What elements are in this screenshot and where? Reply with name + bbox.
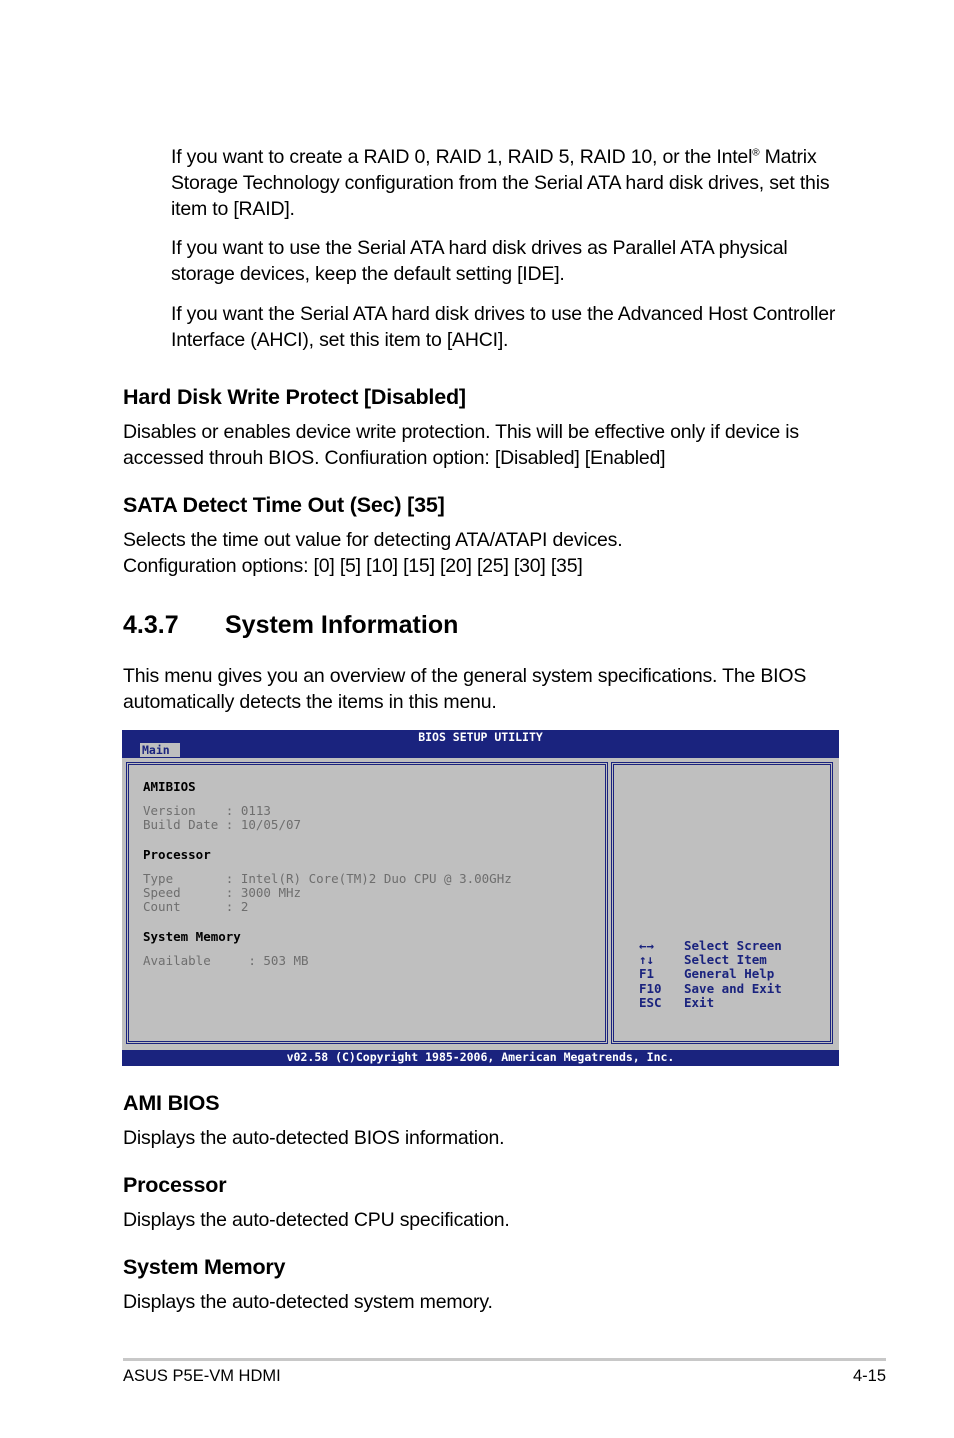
amibios-label: AMIBIOS: [143, 779, 196, 794]
help-select-item: Select Item: [684, 952, 767, 967]
available-memory-line: Available : 503 MB: [143, 953, 309, 968]
version-line: Version : 0113: [143, 803, 271, 818]
help-key-f1: F1: [639, 966, 655, 981]
ami-bios-body: Displays the auto-detected BIOS information.: [123, 1127, 505, 1149]
hdwp-heading: Hard Disk Write Protect [Disabled]: [123, 385, 466, 409]
cpu-count-line: Count : 2: [143, 899, 249, 914]
processor-heading: Processor: [123, 1173, 227, 1197]
footer-page-number: 4-15: [852, 1367, 886, 1385]
help-exit: Exit: [684, 995, 715, 1010]
help-save-exit: Save and Exit: [684, 981, 782, 996]
footer-product-name: ASUS P5E-VM HDMI: [123, 1367, 281, 1385]
raid-paragraph: If you want to create a RAID 0, RAID 1, RAID 5, RAID 10, or the Intel® Matrix Storage Technology configuration from the Serial ATA hard disk drives, set this item to [RAID].: [171, 146, 830, 220]
bios-help-panel: [611, 762, 833, 1044]
cpu-type-line: Type : Intel(R) Core(TM)2 Duo CPU @ 3.00GHz: [143, 871, 512, 886]
build-date-line: Build Date : 10/05/07: [143, 817, 302, 832]
bios-screen: [122, 730, 839, 1066]
bios-title: BIOS SETUP UTILITY: [418, 730, 543, 744]
system-memory-body: Displays the auto-detected system memory.: [123, 1291, 493, 1313]
registered-mark: ®: [752, 147, 760, 159]
help-general-help: General Help: [684, 966, 775, 981]
section-number: 4.3.7: [123, 611, 179, 639]
help-key-esc: ESC: [639, 995, 662, 1010]
help-key-arrows-ud-icon: ↑↓: [639, 952, 655, 967]
help-key-f10: F10: [639, 981, 662, 996]
ahci-paragraph: If you want the Serial ATA hard disk drives to use the Advanced Host Controller Interface (AHCI), set this item to [AHCI].: [171, 303, 836, 351]
processor-body: Displays the auto-detected CPU specification.: [123, 1209, 510, 1231]
processor-label: Processor: [143, 847, 211, 862]
help-key-arrows-lr-icon: ←→: [639, 938, 655, 953]
help-select-screen: Select Screen: [684, 938, 782, 953]
sata-body-line1: Selects the time out value for detecting ATA/ATAPI devices.: [123, 529, 623, 551]
ide-paragraph: If you want to use the Serial ATA hard disk drives as Parallel ATA physical storage devices, keep the default setting [IDE].: [171, 237, 788, 285]
bios-footer: v02.58 (C)Copyright 1985-2006, American Megatrends, Inc.: [286, 1050, 675, 1064]
system-memory-heading: System Memory: [123, 1255, 286, 1279]
bios-info-panel: [126, 762, 608, 1044]
tab-main[interactable]: Main: [140, 743, 180, 757]
section-body: This menu gives you an overview of the general system specifications. The BIOS automatically detects the items in this menu.: [123, 665, 807, 713]
sata-heading: SATA Detect Time Out (Sec) [35]: [123, 493, 445, 517]
sata-body-line2: Configuration options: [0] [5] [10] [15] [20] [25] [30] [35]: [123, 555, 583, 577]
ami-bios-heading: AMI BIOS: [123, 1091, 220, 1115]
system-memory-label: System Memory: [143, 929, 241, 944]
hdwp-body: Disables or enables device write protection. This will be effective only if device is accessed throuh BIOS. Confiuration option: [Disabled] [Enabled]: [123, 421, 799, 469]
cpu-speed-line: Speed : 3000 MHz: [143, 885, 302, 900]
section-title: System Information: [225, 611, 459, 639]
footer-divider: [123, 1358, 886, 1361]
bios-body: [122, 758, 839, 1050]
